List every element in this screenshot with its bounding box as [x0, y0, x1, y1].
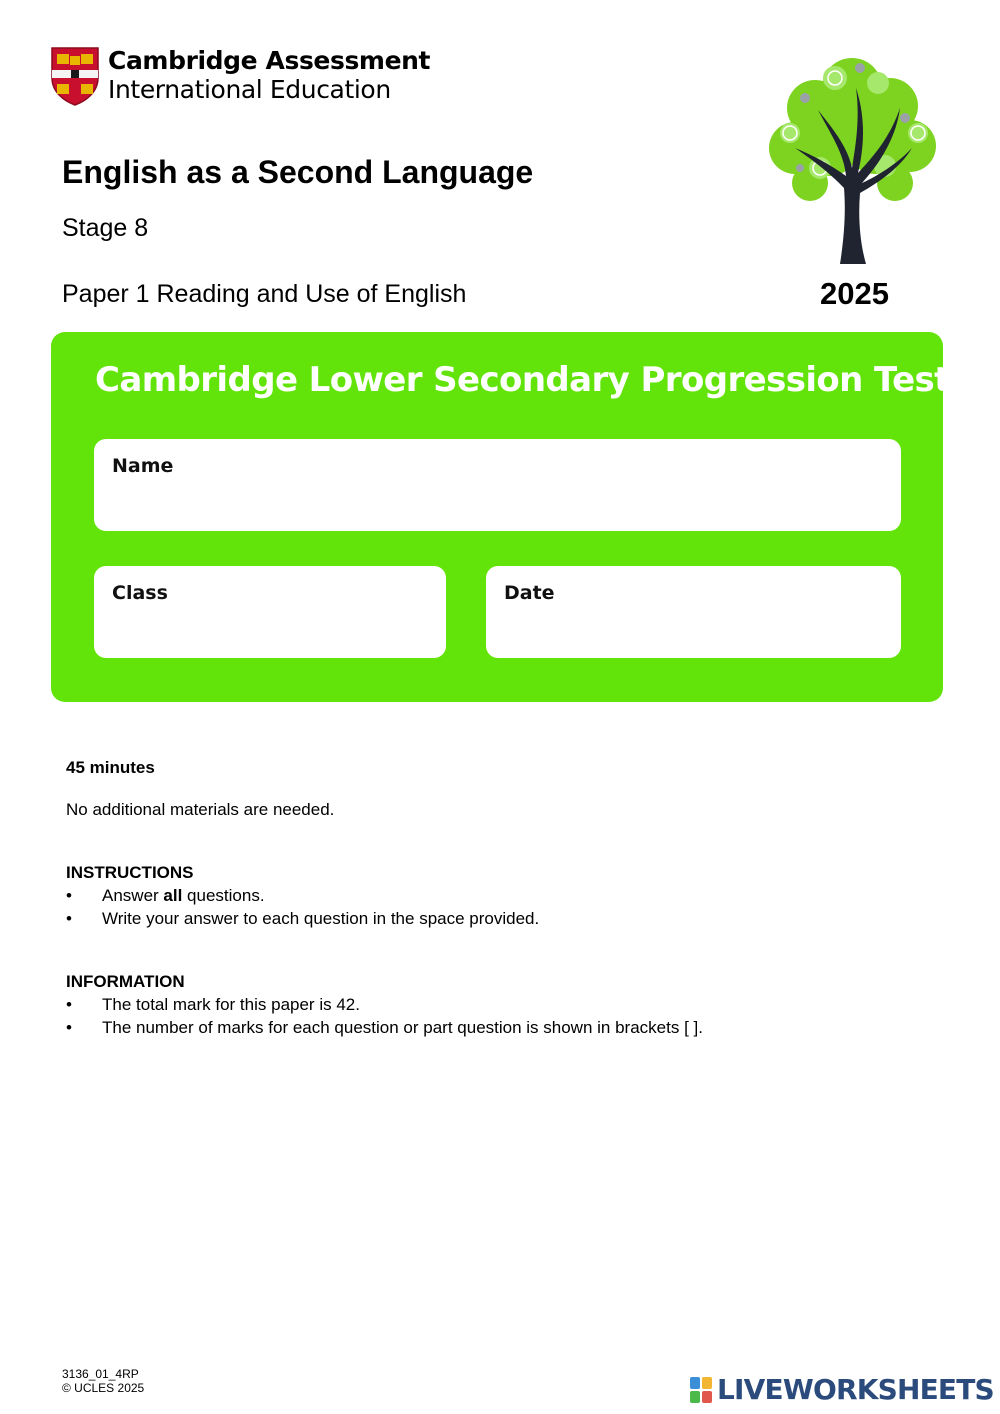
cambridge-crest-icon [50, 46, 100, 106]
information-list [66, 993, 703, 1039]
list-item: • The number of marks for each question or part question is shown in brackets [ ]. [66, 1016, 703, 1039]
org-name-line1: Cambridge Assessment [108, 46, 431, 75]
liveworksheets-watermark [690, 1373, 994, 1406]
instruction-text-bold: all [163, 886, 183, 905]
class-field[interactable] [94, 566, 446, 658]
liveworksheets-icon [690, 1377, 712, 1403]
paper-code: 3136_01_4RP [62, 1367, 139, 1381]
materials-text: No additional materials are needed. [66, 800, 335, 819]
stage-label: Stage 8 [62, 214, 149, 242]
instruction-text-pre: Answer [102, 886, 164, 905]
watermark-text: LIVEWORKSHEETS [717, 1373, 994, 1406]
card-title: Cambridge Lower Secondary Progression Test [95, 360, 950, 400]
date-field[interactable] [486, 566, 901, 658]
copyright-text: © UCLES 2025 [62, 1381, 145, 1395]
paper-label: Paper 1 Reading and Use of English [62, 280, 467, 308]
class-label: Class [112, 582, 168, 604]
year-label: 2025 [820, 276, 889, 311]
list-item: • The total mark for this paper is 42. [66, 993, 703, 1016]
name-label: Name [112, 455, 174, 477]
list-item [66, 884, 539, 907]
information-heading: INFORMATION [66, 972, 185, 991]
tree-illustration [760, 38, 945, 270]
date-label: Date [504, 582, 555, 604]
name-field[interactable] [94, 439, 901, 531]
instructions-heading: INSTRUCTIONS [66, 863, 194, 882]
cambridge-logo [50, 46, 430, 110]
instructions-list [66, 884, 539, 930]
org-name-line2: International Education [108, 75, 391, 104]
footer-code [62, 1367, 144, 1395]
subject-title: English as a Second Language [62, 154, 534, 190]
duration-text: 45 minutes [66, 758, 155, 777]
instruction-text-post: questions. [182, 886, 265, 905]
list-item: • Write your answer to each question in the space provided. [66, 907, 539, 930]
